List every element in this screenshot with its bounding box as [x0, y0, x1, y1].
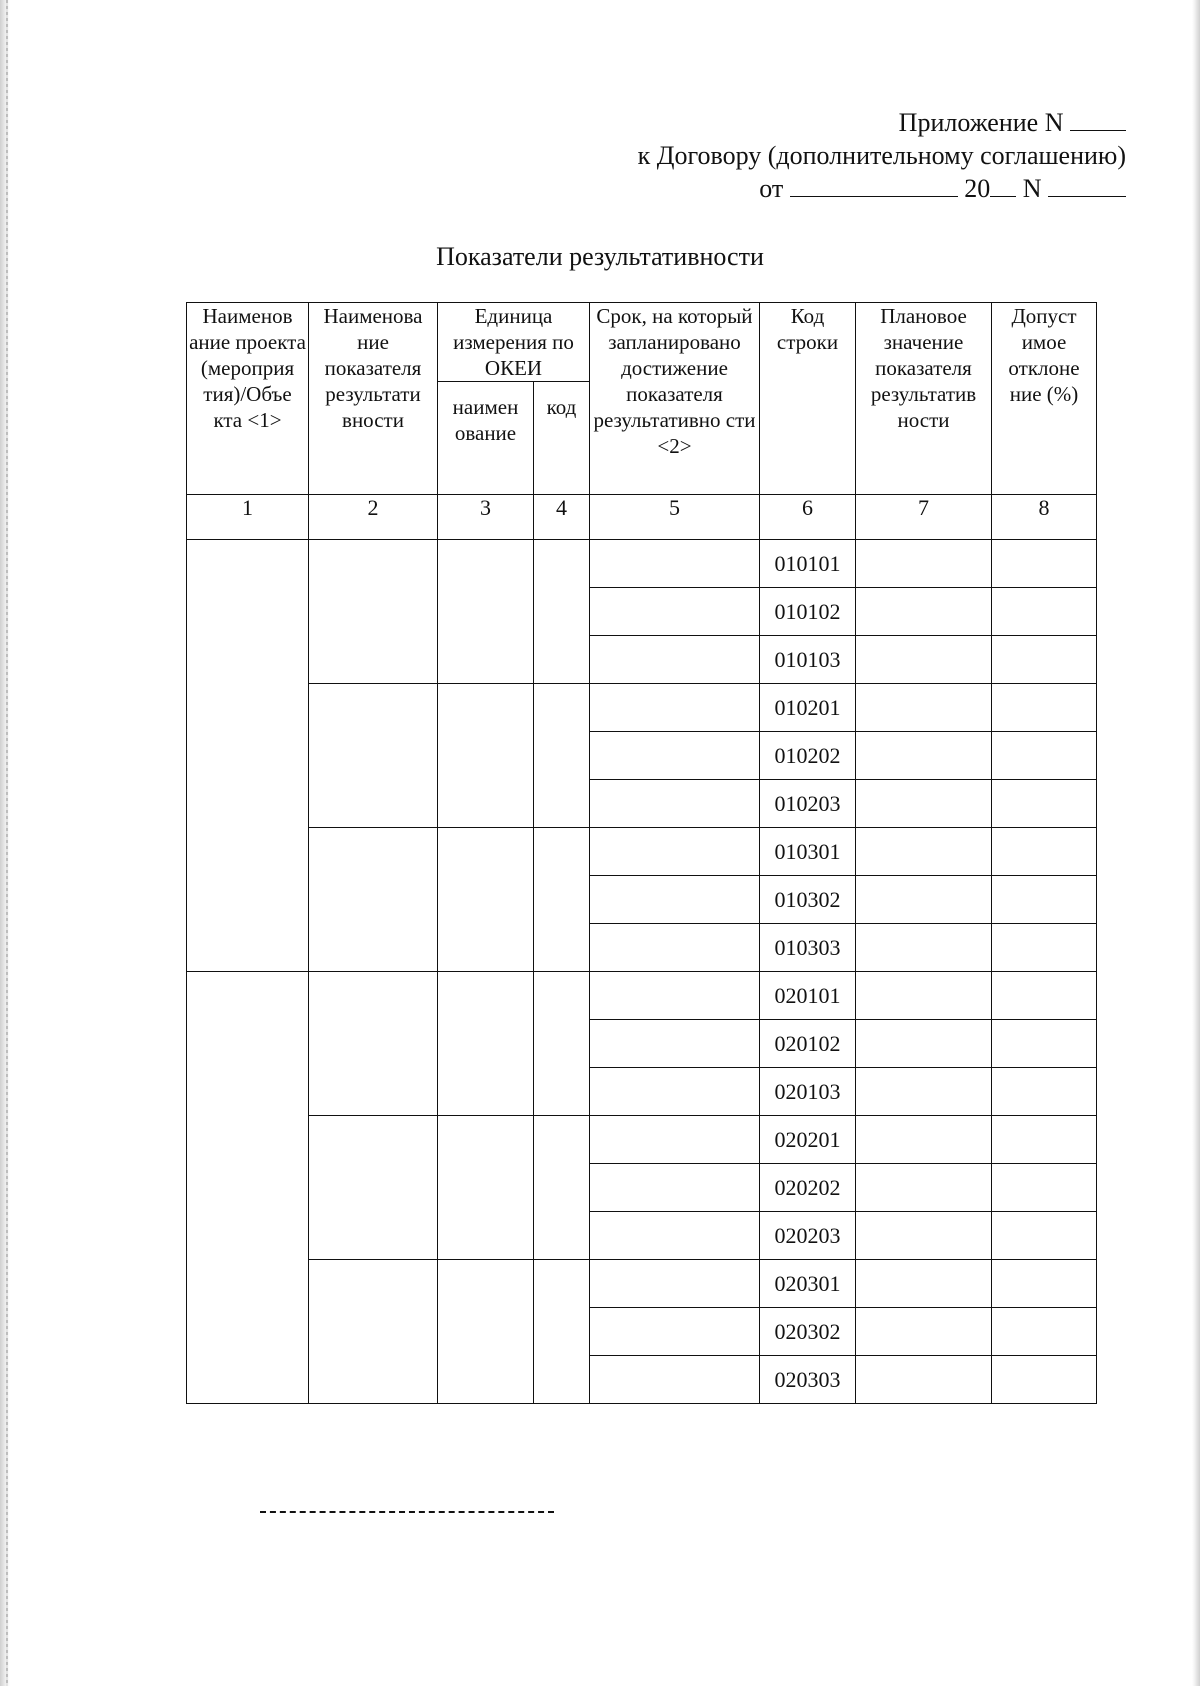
page-title: Показатели результативности — [436, 242, 764, 271]
planned-value-cell — [856, 1116, 992, 1164]
col-header-row-code: Код строки — [760, 303, 856, 495]
year-blank — [990, 174, 1016, 197]
unit-code-cell — [534, 828, 590, 972]
column-number: 8 — [992, 495, 1097, 540]
deviation-cell — [992, 636, 1097, 684]
planned-value-cell — [856, 1020, 992, 1068]
footnote-separator — [260, 1511, 554, 1513]
planned-value-cell — [856, 924, 992, 972]
project-cell — [187, 540, 309, 972]
planned-value-cell — [856, 972, 992, 1020]
planned-value-cell — [856, 1260, 992, 1308]
deadline-cell — [590, 732, 760, 780]
indicator-cell — [309, 540, 438, 684]
indicator-cell — [309, 1116, 438, 1260]
row-code-cell: 010301 — [760, 828, 856, 876]
planned-value-cell — [856, 1164, 992, 1212]
row-code-cell: 020201 — [760, 1116, 856, 1164]
deviation-cell — [992, 540, 1097, 588]
table-row — [187, 972, 1097, 1020]
row-code-cell: 020303 — [760, 1356, 856, 1404]
deviation-cell — [992, 924, 1097, 972]
table-row — [187, 684, 1097, 732]
deadline-cell — [590, 828, 760, 876]
deadline-cell — [590, 540, 760, 588]
year-label: 20 — [964, 174, 991, 203]
deviation-cell — [992, 732, 1097, 780]
deviation-cell — [992, 1116, 1097, 1164]
indicator-cell — [309, 828, 438, 972]
deviation-cell — [992, 1212, 1097, 1260]
deviation-cell — [992, 1308, 1097, 1356]
column-number: 7 — [856, 495, 992, 540]
row-code-cell: 010303 — [760, 924, 856, 972]
deadline-cell — [590, 1212, 760, 1260]
unit-code-cell — [534, 540, 590, 684]
unit-name-cell — [438, 1260, 534, 1404]
col-header-unit: Единица измерения по ОКЕИ — [438, 303, 590, 382]
results-table — [186, 302, 1097, 1404]
deviation-cell — [992, 1356, 1097, 1404]
unit-name-cell — [438, 540, 534, 684]
deviation-cell — [992, 780, 1097, 828]
indicator-cell — [309, 1260, 438, 1404]
unit-name-cell — [438, 828, 534, 972]
unit-code-cell — [534, 684, 590, 828]
col-header-planned-value: Плановое значение показателя результатив ности — [856, 303, 992, 495]
deviation-cell — [992, 1260, 1097, 1308]
contract-reference: к Договору (дополнительному соглашению) — [637, 141, 1126, 170]
deadline-cell — [590, 684, 760, 732]
unit-name-cell — [438, 684, 534, 828]
unit-code-cell — [534, 1116, 590, 1260]
number-label: N — [1022, 174, 1042, 203]
row-code-cell: 010202 — [760, 732, 856, 780]
unit-code-cell — [534, 1260, 590, 1404]
planned-value-cell — [856, 1212, 992, 1260]
planned-value-cell — [856, 540, 992, 588]
row-code-cell: 010201 — [760, 684, 856, 732]
col-header-project: Наименов ание проекта (мероприя тия)/Объе кта <1> — [187, 303, 309, 495]
deadline-cell — [590, 1356, 760, 1404]
date-line — [638, 172, 1126, 205]
deadline-cell — [590, 1308, 760, 1356]
deadline-cell — [590, 972, 760, 1020]
planned-value-cell — [856, 1356, 992, 1404]
column-number: 4 — [534, 495, 590, 540]
project-cell — [187, 972, 309, 1404]
row-code-cell: 020102 — [760, 1020, 856, 1068]
row-code-cell: 010103 — [760, 636, 856, 684]
table-row — [187, 828, 1097, 876]
deviation-cell — [992, 828, 1097, 876]
planned-value-cell — [856, 1068, 992, 1116]
row-code-cell: 020301 — [760, 1260, 856, 1308]
appendix-label: Приложение N — [898, 108, 1064, 137]
planned-value-cell — [856, 828, 992, 876]
table-row — [187, 540, 1097, 588]
date-blank — [790, 174, 958, 197]
deadline-cell — [590, 1260, 760, 1308]
deviation-cell — [992, 1020, 1097, 1068]
row-code-cell: 010101 — [760, 540, 856, 588]
row-code-cell: 010203 — [760, 780, 856, 828]
row-code-cell: 020103 — [760, 1068, 856, 1116]
unit-name-cell — [438, 972, 534, 1116]
row-code-cell: 020202 — [760, 1164, 856, 1212]
appendix-line — [638, 106, 1126, 139]
col-header-unit-name: наимен ование — [438, 382, 534, 495]
date-prefix: от — [759, 174, 784, 203]
planned-value-cell — [856, 876, 992, 924]
column-number: 1 — [187, 495, 309, 540]
unit-name-cell — [438, 1116, 534, 1260]
number-blank — [1048, 174, 1126, 197]
row-code-cell: 020302 — [760, 1308, 856, 1356]
col-header-deviation: Допуст имое отклоне ние (%) — [992, 303, 1097, 495]
deadline-cell — [590, 1164, 760, 1212]
deviation-cell — [992, 1068, 1097, 1116]
table-row — [187, 1116, 1097, 1164]
column-number: 2 — [309, 495, 438, 540]
column-number: 5 — [590, 495, 760, 540]
deadline-cell — [590, 1116, 760, 1164]
column-number-row — [187, 495, 1097, 540]
col-header-unit-code: код — [534, 382, 590, 495]
col-header-indicator: Наименова ние показателя результати вности — [309, 303, 438, 495]
indicator-cell — [309, 684, 438, 828]
deadline-cell — [590, 780, 760, 828]
deadline-cell — [590, 1020, 760, 1068]
deviation-cell — [992, 684, 1097, 732]
deviation-cell — [992, 1164, 1097, 1212]
table-row — [187, 1260, 1097, 1308]
row-code-cell: 010102 — [760, 588, 856, 636]
deadline-cell — [590, 1068, 760, 1116]
column-number: 3 — [438, 495, 534, 540]
col-header-deadline: Срок, на который запланировано достижение показателя результативно сти <2> — [590, 303, 760, 495]
deadline-cell — [590, 876, 760, 924]
row-code-cell: 020101 — [760, 972, 856, 1020]
planned-value-cell — [856, 732, 992, 780]
row-code-cell: 010302 — [760, 876, 856, 924]
document-header — [638, 106, 1126, 205]
planned-value-cell — [856, 684, 992, 732]
row-code-cell: 020203 — [760, 1212, 856, 1260]
planned-value-cell — [856, 780, 992, 828]
column-number: 6 — [760, 495, 856, 540]
deadline-cell — [590, 924, 760, 972]
deadline-cell — [590, 636, 760, 684]
deviation-cell — [992, 972, 1097, 1020]
deviation-cell — [992, 876, 1097, 924]
deadline-cell — [590, 588, 760, 636]
appendix-number-blank — [1070, 108, 1126, 131]
deviation-cell — [992, 588, 1097, 636]
unit-code-cell — [534, 972, 590, 1116]
planned-value-cell — [856, 1308, 992, 1356]
indicator-cell — [309, 972, 438, 1116]
planned-value-cell — [856, 636, 992, 684]
planned-value-cell — [856, 588, 992, 636]
